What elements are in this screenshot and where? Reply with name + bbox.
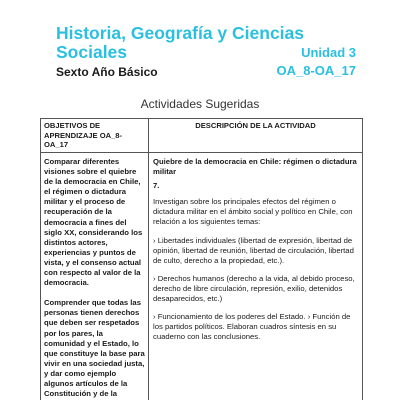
description-column-header: DESCRIPCIÓN DE LA ACTIVIDAD <box>149 119 363 153</box>
objectives-cell <box>41 153 149 400</box>
title-row-2 <box>56 43 356 62</box>
section-title: Actividades Sugeridas <box>140 97 260 111</box>
subject-title-line2: Sociales <box>56 42 128 62</box>
description-cell <box>149 153 363 400</box>
objective-codes: OA_8-OA_17 <box>276 63 356 78</box>
subject-title: Historia, Geografía y Ciencias <box>56 23 305 43</box>
objective-text: Comprender que todas las personas tienen derechos que deben ser respetados por los pares, la comunidad y el Estado, lo que constituye la base para vivir en una sociedad justa, y dar como ejemplo algunos artículos de la Constitución y de la <box>44 298 145 399</box>
activity-item: › Funcionamiento de los poderes del Estado. › Función de los partidos políticos. Elaboran cuadros síntesis en su cuaderno con las conclusiones. <box>153 312 351 342</box>
activities-table <box>40 118 363 400</box>
activity-intro: Investigan sobre los principales efectos del régimen o dictadura militar en el ámbito social y político en Chile, con relación a los siguientes temas: <box>153 197 353 227</box>
activity-title: Quiebre de la democracia en Chile: régimen o dictadura militar <box>153 157 357 177</box>
grade-row <box>56 63 356 79</box>
grade-label: Sexto Año Básico <box>56 65 158 79</box>
table-row <box>41 153 363 400</box>
objective-text: Comparar diferentes visiones sobre el quiebre de la democracia en Chile, el régimen o dictadura militar y el proceso de recuperación de la democracia a fines del siglo XX, considerando los distintos actores, experiencias y puntos de vista, y el consenso actual con respecto al valor de la democracia. <box>44 157 143 288</box>
activity-number: 7. <box>153 181 160 191</box>
activity-item: › Libertades individuales (libertad de expresión, libertad de opinión, libertad de reunión, libertad de circulación, libertad de culto, derecho a la propiedad, etc.). <box>153 235 354 265</box>
unit-label: Unidad 3 <box>301 45 356 60</box>
document-header <box>56 24 356 79</box>
objectives-column-header: OBJETIVOS DE APRENDIZAJE OA_8-OA_17 <box>41 119 149 153</box>
table-header-row <box>41 119 363 153</box>
activity-item: › Derechos humanos (derecho a la vida, al debido proceso, derecho de libre circulación, represión, exilio, detenidos desaparecidos, etc.) <box>153 273 355 304</box>
